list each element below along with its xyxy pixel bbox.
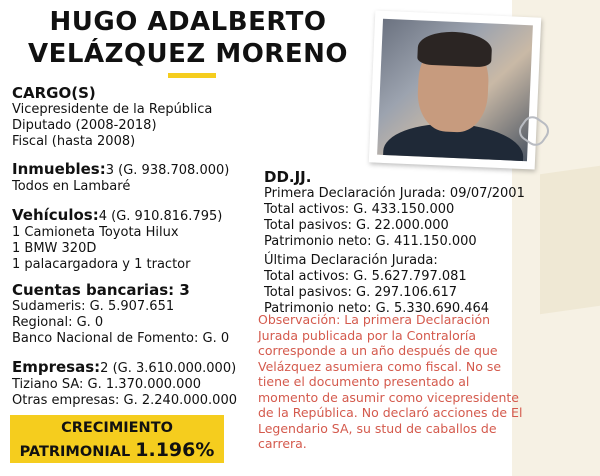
- title-underline: [168, 73, 216, 78]
- ddjj-first-line: Total activos: G. 433.150.000: [264, 202, 455, 217]
- crecimiento-badge: [10, 415, 224, 463]
- vehiculos-value: 4 (G. 910.816.795): [98, 209, 223, 224]
- empresa-item: Otras empresas: G. 2.240.000.000: [12, 393, 237, 408]
- cargos-heading: CARGO(S): [12, 84, 96, 102]
- inmuebles-value: 3 (G. 938.708.000): [105, 163, 230, 178]
- page-title: [18, 6, 358, 70]
- ddjj-first-line: Patrimonio neto: G. 411.150.000: [264, 234, 477, 249]
- empresas-section: [12, 358, 252, 409]
- cuentas-section: [12, 281, 252, 347]
- paper-tab: [540, 166, 600, 314]
- cargo-item: Fiscal (hasta 2008): [12, 134, 136, 149]
- vehiculos-label: Vehículos:: [12, 206, 99, 224]
- vehiculo-item: 1 palacargadora y 1 tractor: [12, 257, 191, 272]
- cuentas-label: Cuentas bancarias: 3: [12, 281, 190, 299]
- portrait-hair: [417, 30, 492, 67]
- empresas-value: 2 (G. 3.610.000.000): [100, 361, 237, 376]
- empresa-item: Tiziano SA: G. 1.370.000.000: [12, 377, 201, 392]
- inmuebles-section: [12, 160, 252, 195]
- crecimiento-pct: 1.196%: [135, 439, 215, 461]
- cuenta-item: Sudameris: G. 5.907.651: [12, 299, 175, 314]
- ddjj-first-line: Total pasivos: G. 22.000.000: [264, 218, 449, 233]
- ddjj-last-line: Total pasivos: G. 297.106.617: [264, 285, 458, 300]
- cargo-item: Vicepresidente de la República: [12, 102, 213, 117]
- vehiculo-item: 1 BMW 320D: [12, 241, 97, 256]
- ddjj-last-line: Patrimonio neto: G. 5.330.690.464: [264, 301, 490, 316]
- ddjj-heading: DD.JJ.: [264, 168, 312, 186]
- title-line-2: VELÁZQUEZ MORENO: [28, 39, 348, 69]
- ddjj-first-line: Primera Declaración Jurada: 09/07/2001: [264, 186, 525, 201]
- ddjj-section: [264, 168, 534, 317]
- cargo-item: Diputado (2008-2018): [12, 118, 157, 133]
- inmuebles-label: Inmuebles:: [12, 160, 106, 178]
- ddjj-last-line: Total activos: G. 5.627.797.081: [264, 269, 467, 284]
- inmuebles-detail: Todos en Lambaré: [12, 179, 131, 194]
- observacion-note: Observación: La primera Declaración Jurada publicada por la Contraloría corresponde a un año después de que Velázquez asumiera como fiscal. No se tiene el documento presentado al momento de asumir como vicepresidente de la República. No declaró acciones de El Legendario SA, su stud de caballos de carrera.: [258, 312, 523, 451]
- cuenta-item: Regional: G. 0: [12, 315, 104, 330]
- crecimiento-line-1: CRECIMIENTO: [61, 420, 173, 436]
- cargos-section: [12, 84, 252, 150]
- vehiculos-section: [12, 206, 252, 273]
- cuenta-item: Banco Nacional de Fomento: G. 0: [12, 331, 230, 346]
- portrait-image: [377, 19, 533, 161]
- crecimiento-line-2: PATRIMONIAL: [19, 444, 131, 460]
- ddjj-last-line: Última Declaración Jurada:: [264, 253, 438, 268]
- vehiculo-item: 1 Camioneta Toyota Hilux: [12, 225, 179, 240]
- empresas-label: Empresas:: [12, 358, 101, 376]
- portrait-photo: [369, 10, 541, 169]
- title-line-1: HUGO ADALBERTO: [49, 7, 327, 37]
